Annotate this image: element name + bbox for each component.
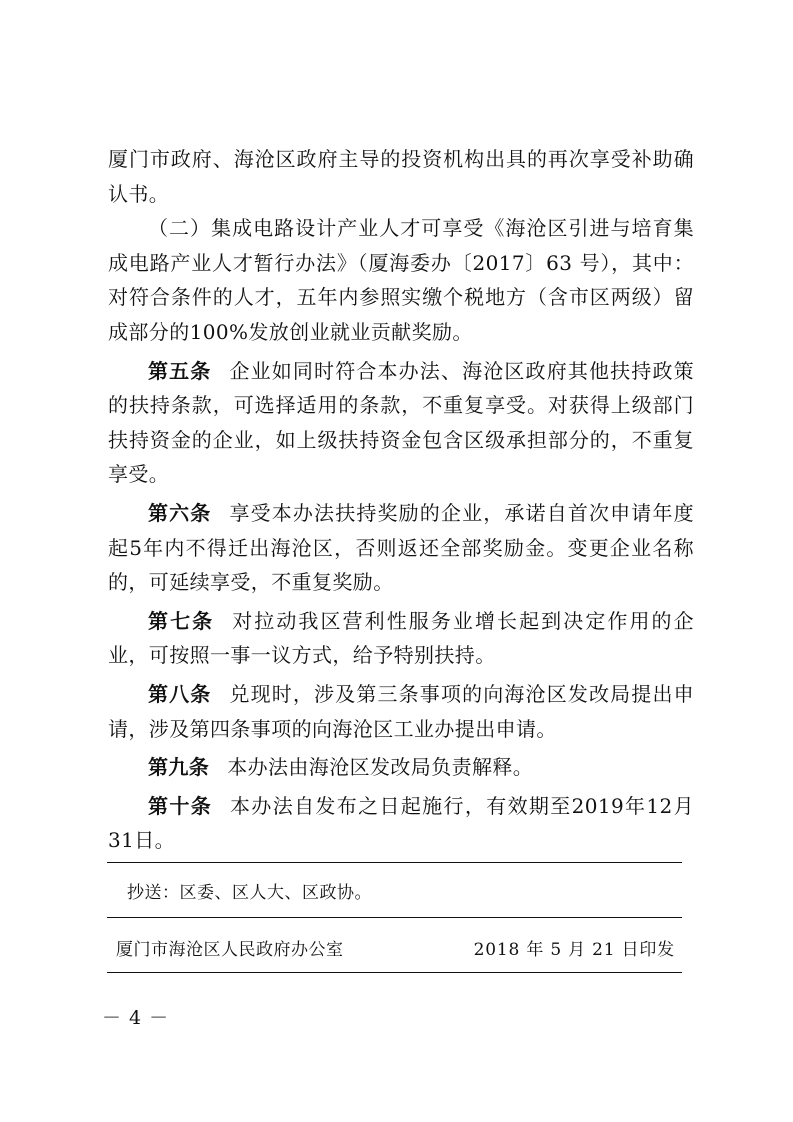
article-5-label: 第五条 <box>148 358 212 383</box>
paragraph-2 <box>108 211 694 349</box>
article-5 <box>108 354 694 492</box>
article-10-label: 第十条 <box>148 793 213 818</box>
article-6-text: 享受本办法扶持奖励的企业，承诺自首次申请年度起5年内不得迁出海沧区，否则返还全部奖励金。变更企业名称的，可延续享受，不重复奖励。 <box>108 500 694 595</box>
article-6 <box>108 496 694 600</box>
document-body <box>108 142 694 858</box>
article-8-label: 第八条 <box>148 681 212 706</box>
article-8 <box>108 677 694 746</box>
article-7 <box>108 604 694 673</box>
article-9-text: 本办法由海沧区发改局负责解释。 <box>227 755 534 780</box>
footer-middle-rule <box>107 917 682 918</box>
paragraph-1-text: 厦门市政府、海沧区政府主导的投资机构出具的再次享受补助确认书。 <box>108 147 694 206</box>
article-6-label: 第六条 <box>148 500 212 525</box>
paragraph-1 <box>108 142 694 211</box>
footer-top-rule <box>107 862 682 863</box>
cc-line: 抄送：区委、区人大、区政协。 <box>127 883 372 903</box>
article-8-text: 兑现时，涉及第三条事项的向海沧区发改局提出申请，涉及第四条事项的向海沧区工业办提出申请。 <box>108 681 694 741</box>
page-number: － 4 － <box>102 1007 170 1029</box>
article-7-label: 第七条 <box>148 608 215 633</box>
article-7-text: 对拉动我区营利性服务业增长起到决定作用的企业，可按照一事一议方式，给予特别扶持。 <box>108 608 695 668</box>
article-10-text: 本办法自发布之日起施行，有效期至2019年12月31日。 <box>108 793 694 853</box>
article-9 <box>108 750 694 785</box>
article-5-text: 企业如同时符合本办法、海沧区政府其他扶持政策的扶持条款，可选择适用的条款，不重复享受。对获得上级部门扶持资金的企业，如上级扶持资金包含区级承担部分的，不重复享受。 <box>108 358 694 487</box>
issuing-office: 厦门市海沧区人民政府办公室 <box>116 940 344 960</box>
paragraph-2-text: （二）集成电路设计产业人才可享受《海沧区引进与培育集成电路产业人才暂行办法》（厦海委办〔2017〕63 号），其中：对符合条件的人才，五年内参照实缴个税地方（含市区两级）留成部分的100%发放创业就业贡献奖励。 <box>108 216 694 344</box>
issue-date: 2018 年 5 月 21 日印发 <box>473 940 675 960</box>
article-10 <box>108 789 694 858</box>
article-9-label: 第九条 <box>148 755 210 780</box>
footer-bottom-rule <box>107 972 682 973</box>
